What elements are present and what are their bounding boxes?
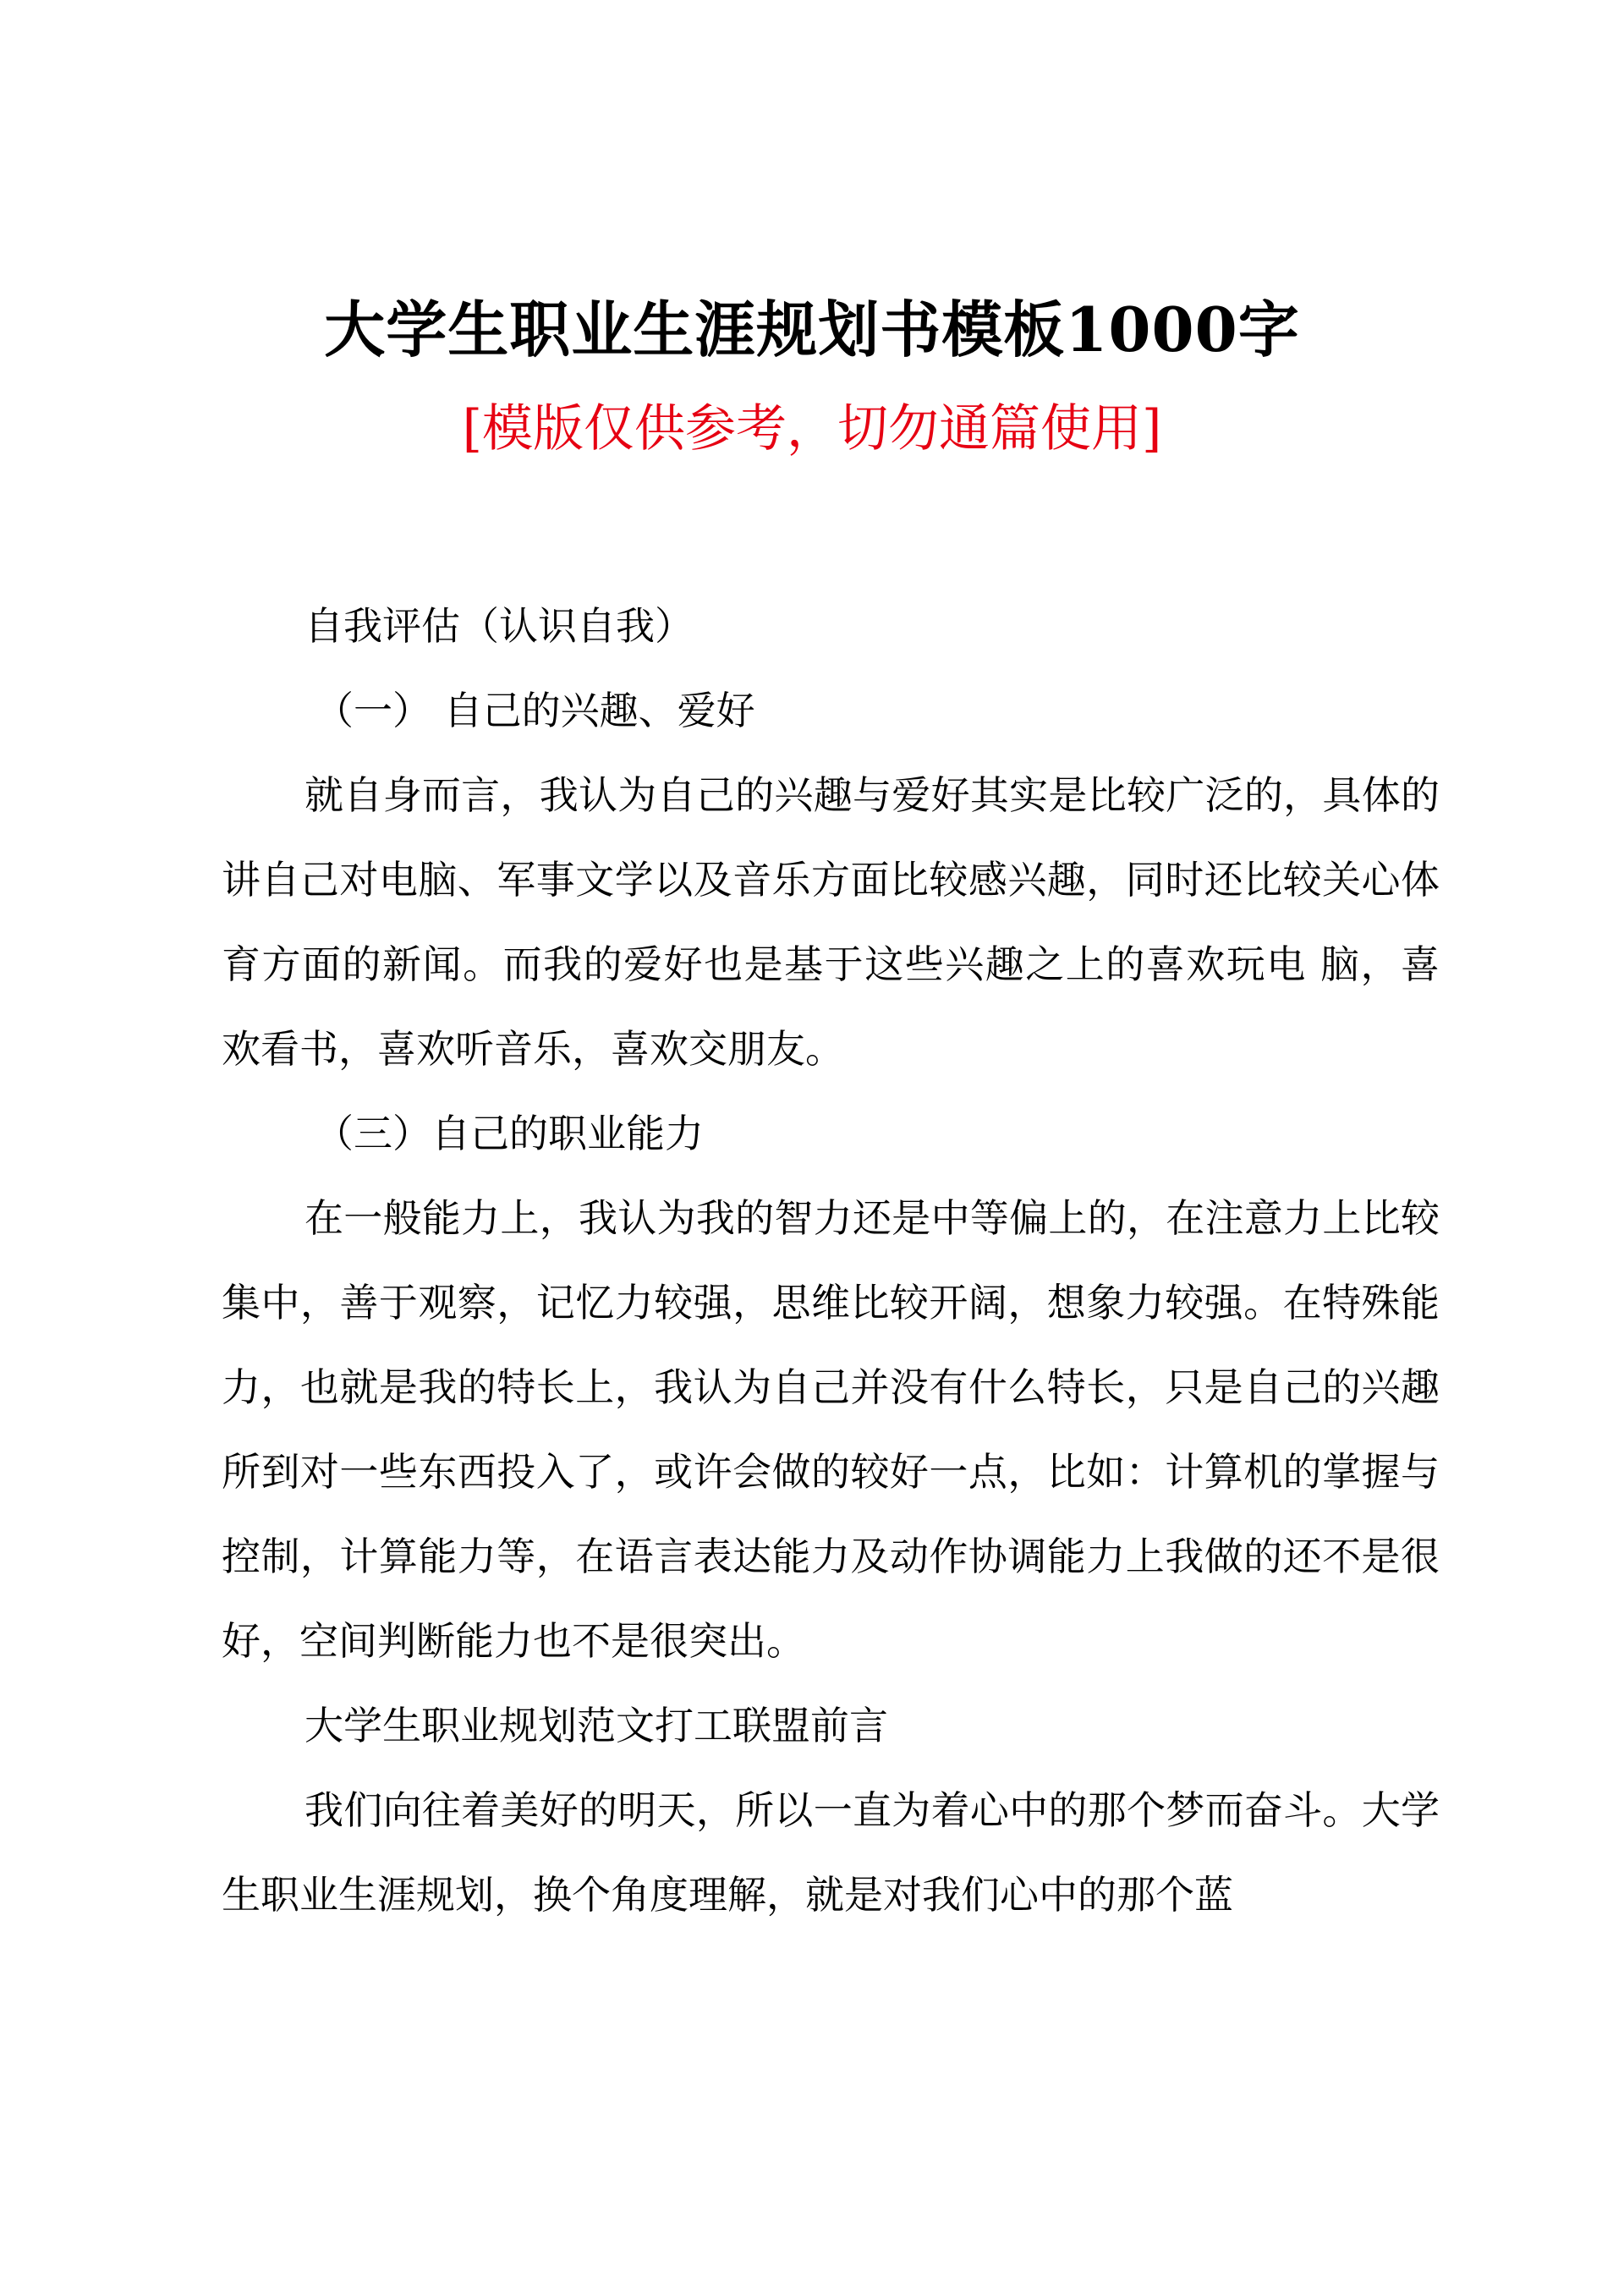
- document-title: 大学生职业生涯规划书模板1000字: [324, 294, 1300, 365]
- document-body: [222, 584, 1440, 1937]
- section-heading-self-assessment: 自我评估（认识自我）: [304, 603, 694, 649]
- section-heading-ability: （三）自己的职业能力: [315, 1111, 704, 1156]
- section-heading-preface: 大学生职业规划范文打工联盟前言: [304, 1703, 888, 1748]
- paragraph-interests: 就自身而言，我认为自己的兴趣与爱好其实是比较广泛的，具体的讲自己对电脑、军事文学以及音乐方面比较感兴趣，同时还比较关心体育方面的新闻。而我的爱好也是基于这些兴趣之上的喜欢玩电 脑，喜欢看书，喜欢听音乐，喜欢交朋友。: [222, 772, 1440, 1072]
- paragraph-ability: 在一般能力上，我认为我的智力还是中等偏上的，在注意力上比较集中，善于观察，记忆力较强，思维比较开阔，想象力较强。在特殊能力，也就是我的特长上，我认为自己并没有什么特长，只是自己的兴趣所到对一些东西投入了，或许会做的较好一点，比如：计算机的掌握与控制，计算能力等，在语言表达能力及动作协调能力上我做的还不是很好，空间判断能力也不是很突出。: [222, 1195, 1440, 1664]
- document-subtitle: [模版仅供参考，切勿通篇使用]: [462, 399, 1162, 458]
- section-heading-interests: （一） 自己的兴趣、爱好: [315, 688, 755, 733]
- paragraph-preface: 我们向往着美好的明天，所以一直为着心中的那个梦而奋斗。大学生职业生涯规划，换个角度理解，就是对我们心中的那个蓝: [222, 1787, 1440, 1918]
